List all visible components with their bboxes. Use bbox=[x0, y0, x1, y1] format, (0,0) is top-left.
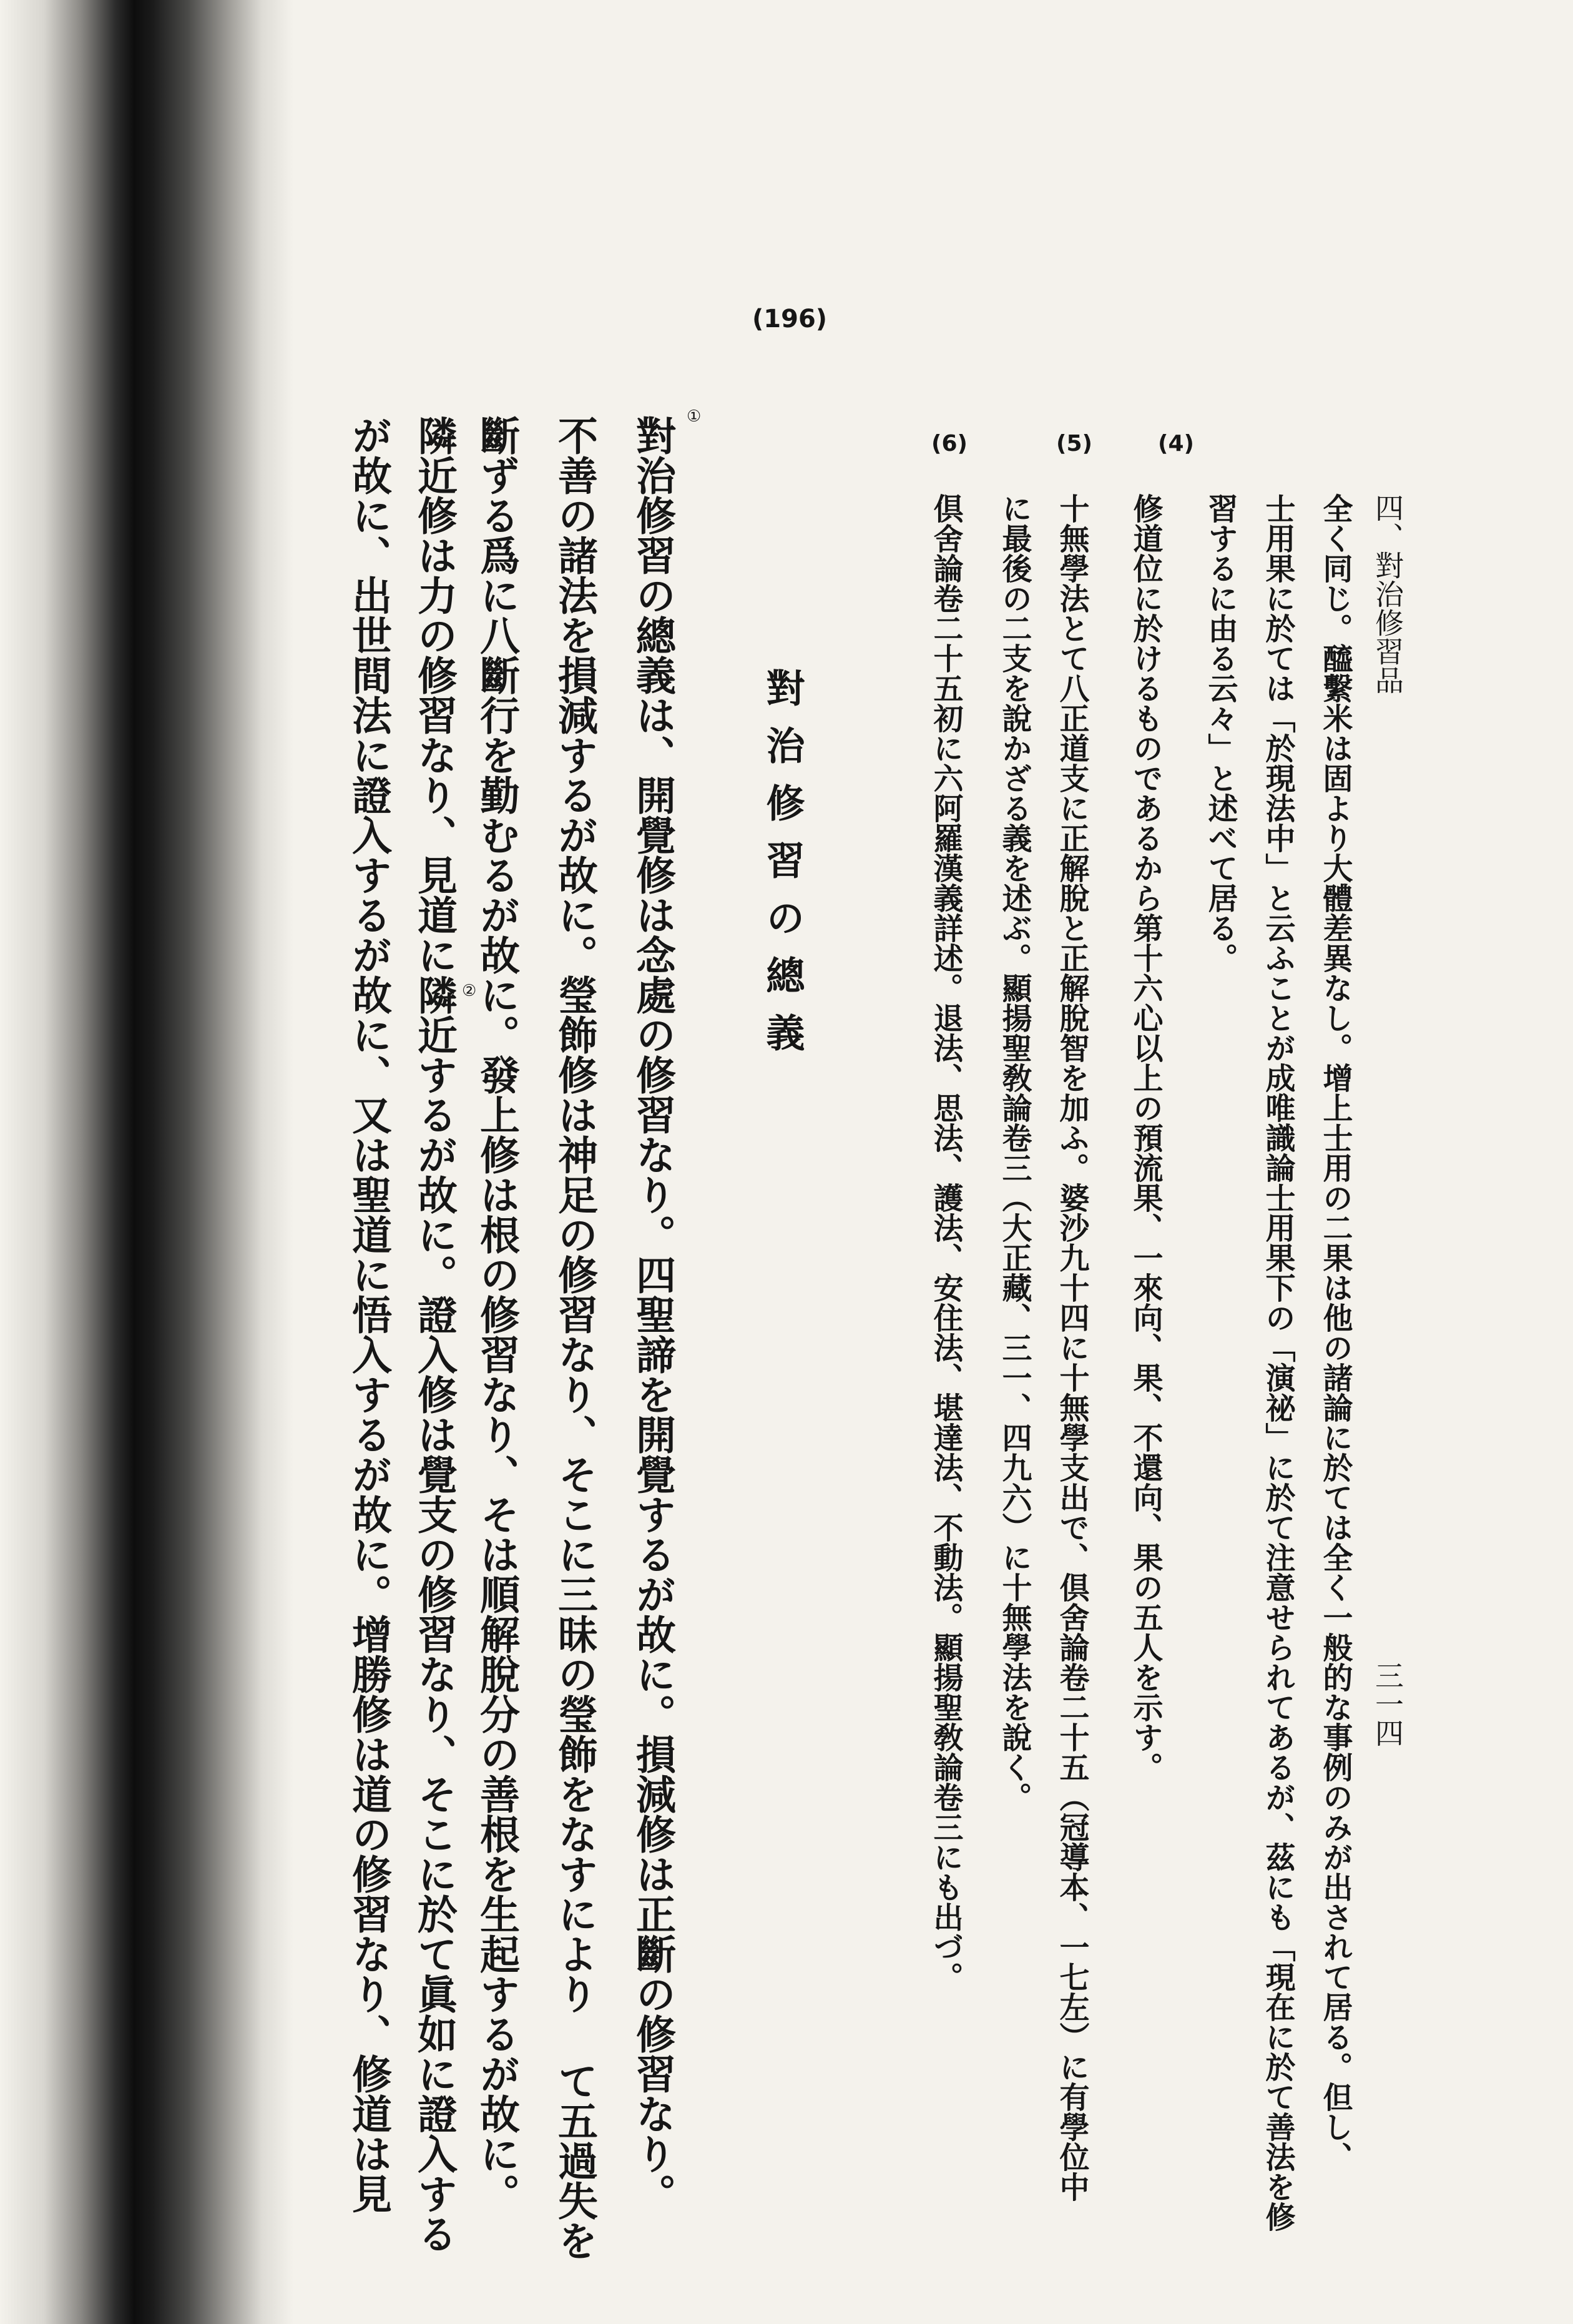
note-6-text: 倶舍論卷二十五初に六阿羅漢義詳述。退法、思法、護法、安住法、堪達法、不動法。顯揚聖敎論卷三にも出づ。 bbox=[928, 493, 963, 1992]
note-5-text-line-2: に最後の二支を說かざる義を述ぶ。顯揚聖敎論卷三（大正藏、三一、四九六）に十無學法を說く。 bbox=[997, 493, 1032, 1812]
section-title: 對治修習の總義 bbox=[760, 668, 805, 1070]
note-number-6: (6) bbox=[931, 431, 968, 456]
note-5-text-line-1: 十無學法とて八正道支に正解脫と正解脫智を加ふ。婆沙九十四に十無學支出で、倶舍論卷二十五（冠導本、一七左）に有學位中 bbox=[1054, 493, 1089, 2202]
running-header: 四、對治修習品 bbox=[1371, 493, 1404, 694]
page-number: (196) bbox=[752, 305, 828, 333]
body-line-4: 隣近修は力の修習なり、見道に隣近するが故に。證入修は覺支の修習なり、そこに於て眞如に證入する bbox=[411, 415, 458, 2253]
note-4-text: 修道位に於けるものであるから第十六心以上の預流果、一來向、果、不還向、果の五人を示す。 bbox=[1128, 493, 1163, 1782]
binding-gutter-shadow bbox=[0, 0, 293, 2324]
note-continued-line-2: 士用果に於ては「於現法中」と云ふことが成唯識論士用果下の「演祕」に於て注意せられてあるが、茲にも「現在に於て善法を修 bbox=[1260, 493, 1295, 2232]
note-number-4: (4) bbox=[1158, 431, 1194, 456]
body-line-3: 斷ずる爲に八斷行を勤むるが故に。發上修は根の修習なり、そは順解脫分の善根を生起するが故に。 bbox=[473, 415, 520, 2213]
footnote-mark-1: ① bbox=[687, 407, 702, 426]
body-line-5: が故に、出世間法に證入するが故に、又は聖道に悟入するが故に。增勝修は道の修習なり、修道は見 bbox=[345, 415, 392, 2213]
note-number-5: (5) bbox=[1056, 431, 1092, 456]
body-line-2: 不善の諸法を損減するが故に。瑩飾修は神足の修習なり、そこに三昧の瑩飾をなすにより て五過失を bbox=[551, 415, 598, 2260]
page-number-kanji: 三一四 bbox=[1371, 1661, 1404, 1747]
body-line-1: 對治修習の總義は、開覺修は念處の修習なり。四聖諦を開覺するが故に。損減修は正斷の修習なり。 bbox=[629, 415, 676, 2213]
note-continued-line-1: 全く同じ。醯繫米は固より大體差異なし。增上士用の二果は他の諸論に於ては全く一般的な事例のみが出されて居る。但し、 bbox=[1318, 493, 1353, 2172]
footnote-mark-2: ② bbox=[462, 982, 477, 1000]
note-continued-line-3: 習するに由る云々」と述べて居る。 bbox=[1203, 493, 1238, 973]
